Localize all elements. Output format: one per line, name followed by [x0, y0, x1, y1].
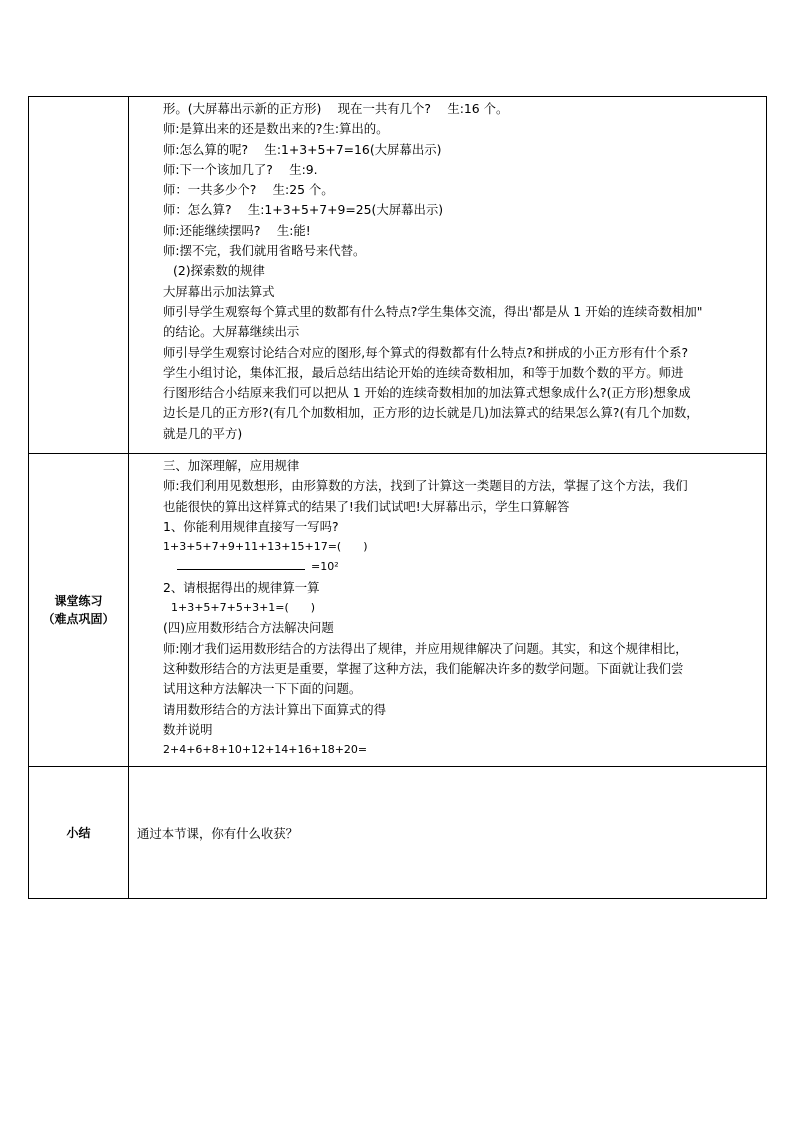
text-line: 师:下一个该加几了? 生:9. — [163, 161, 318, 177]
text-line: 师:是算出来的还是数出来的?生:算出的。 — [163, 121, 389, 137]
text-line: 师:摆不完，我们就用省略号来代替。 — [163, 243, 366, 259]
row-content-process — [129, 97, 767, 454]
text-line: 也能很快的算出这样算式的结果了!我们试试吧!大屏幕出示，学生口算解答 — [163, 498, 570, 514]
text-line: 师:我们利用见数想形，由形算数的方法，找到了计算这一类题目的方法，掌握了这个方法，我们 — [163, 478, 688, 494]
text-line: 师:怎么算的呢? 生:1+3+5+7=16(大屏幕出示) — [163, 141, 442, 157]
equation-text: =10² — [311, 560, 339, 574]
text-line: 边长是几的正方形?(有几个加数相加，正方形的边长就是几)加法算式的结果怎么算?(有几个加数， — [163, 405, 699, 421]
text-line: 师：一共多少个? 生:25 个。 — [163, 182, 334, 198]
equation-line: 1+3+5+7+9+11+13+15+17=( ) — [163, 540, 368, 554]
text-line: 学生小组讨论，集体汇报，最后总结出结论开始的连续奇数相加，和等于加数个数的平方。师进 — [163, 364, 684, 380]
summary-question: 通过本节课，你有什么收获？ — [137, 825, 299, 841]
section-heading: 三、加深理解，应用规律 — [163, 458, 300, 473]
text-line: 试用这种方法解决一下下面的问题。 — [163, 681, 362, 697]
table-row-practice — [29, 454, 767, 767]
text-line: 师引导学生观察每个算式里的数都有什么特点?学生集体交流，得出'都是从 1 开始的连续奇数相加" — [163, 303, 703, 319]
equation-line: 2+4+6+8+10+12+14+16+18+20= — [163, 743, 368, 757]
text-line: 师引导学生观察讨论结合对应的图形,每个算式的得数都有什么特点?和拼成的小正方形有什个系? — [163, 344, 689, 360]
question-2: 2、请根据得出的规律算一算 — [163, 579, 320, 595]
question-1: 1、你能利用规律直接写一写吗? — [163, 518, 339, 534]
text-line: 这种数形结合的方法更是重要，掌握了这种方法，我们能解决许多的数学问题。下面就让我们尝 — [163, 660, 684, 676]
table-row-summary — [29, 767, 767, 899]
row-label-empty — [29, 97, 129, 454]
row-label-summary — [29, 767, 129, 899]
label-line: 课堂练习 — [54, 594, 103, 608]
answer-blank — [177, 557, 305, 570]
equation-line — [163, 557, 760, 577]
text-line: 行图形结合小结原来我们可以把从 1 开始的连续奇数相加的加法算式想象成什么?(正方形)想象成 — [163, 385, 691, 401]
row-content-summary — [129, 767, 767, 899]
text-line: 师：怎么算? 生:1+3+5+7+9=25(大屏幕出示) — [163, 202, 444, 218]
text-line: 数并说明 — [163, 721, 213, 737]
text-line: 形。(大屏幕出示新的正方形) 现在一共有几个? 生:16 个。 — [163, 101, 509, 116]
text-line: 就是几的平方) — [163, 425, 243, 441]
section-heading: (四)应用数形结合方法解决问题 — [163, 620, 334, 636]
lesson-plan-table — [28, 96, 767, 899]
text-line: 请用数形结合的方法计算出下面算式的得 — [163, 701, 387, 717]
text-line: 大屏幕出示加法算式 — [163, 283, 275, 299]
label-line: （难点巩固） — [42, 612, 115, 626]
label-line: 小结 — [66, 825, 91, 840]
table-row-process — [29, 97, 767, 454]
text-line: 师:刚才我们运用数形结合的方法得出了规律，并应用规律解决了问题。其实，和这个规律相比， — [163, 640, 688, 656]
row-label-practice — [29, 454, 129, 767]
text-line: 的结论。大屏幕继续出示 — [163, 324, 300, 340]
row-content-practice — [129, 454, 767, 767]
text-line: 师:还能继续摆吗? 生:能! — [163, 222, 311, 238]
equation-line: 1+3+5+7+5+3+1=( ) — [171, 601, 316, 615]
subheading: (2)探索数的规律 — [173, 263, 265, 279]
